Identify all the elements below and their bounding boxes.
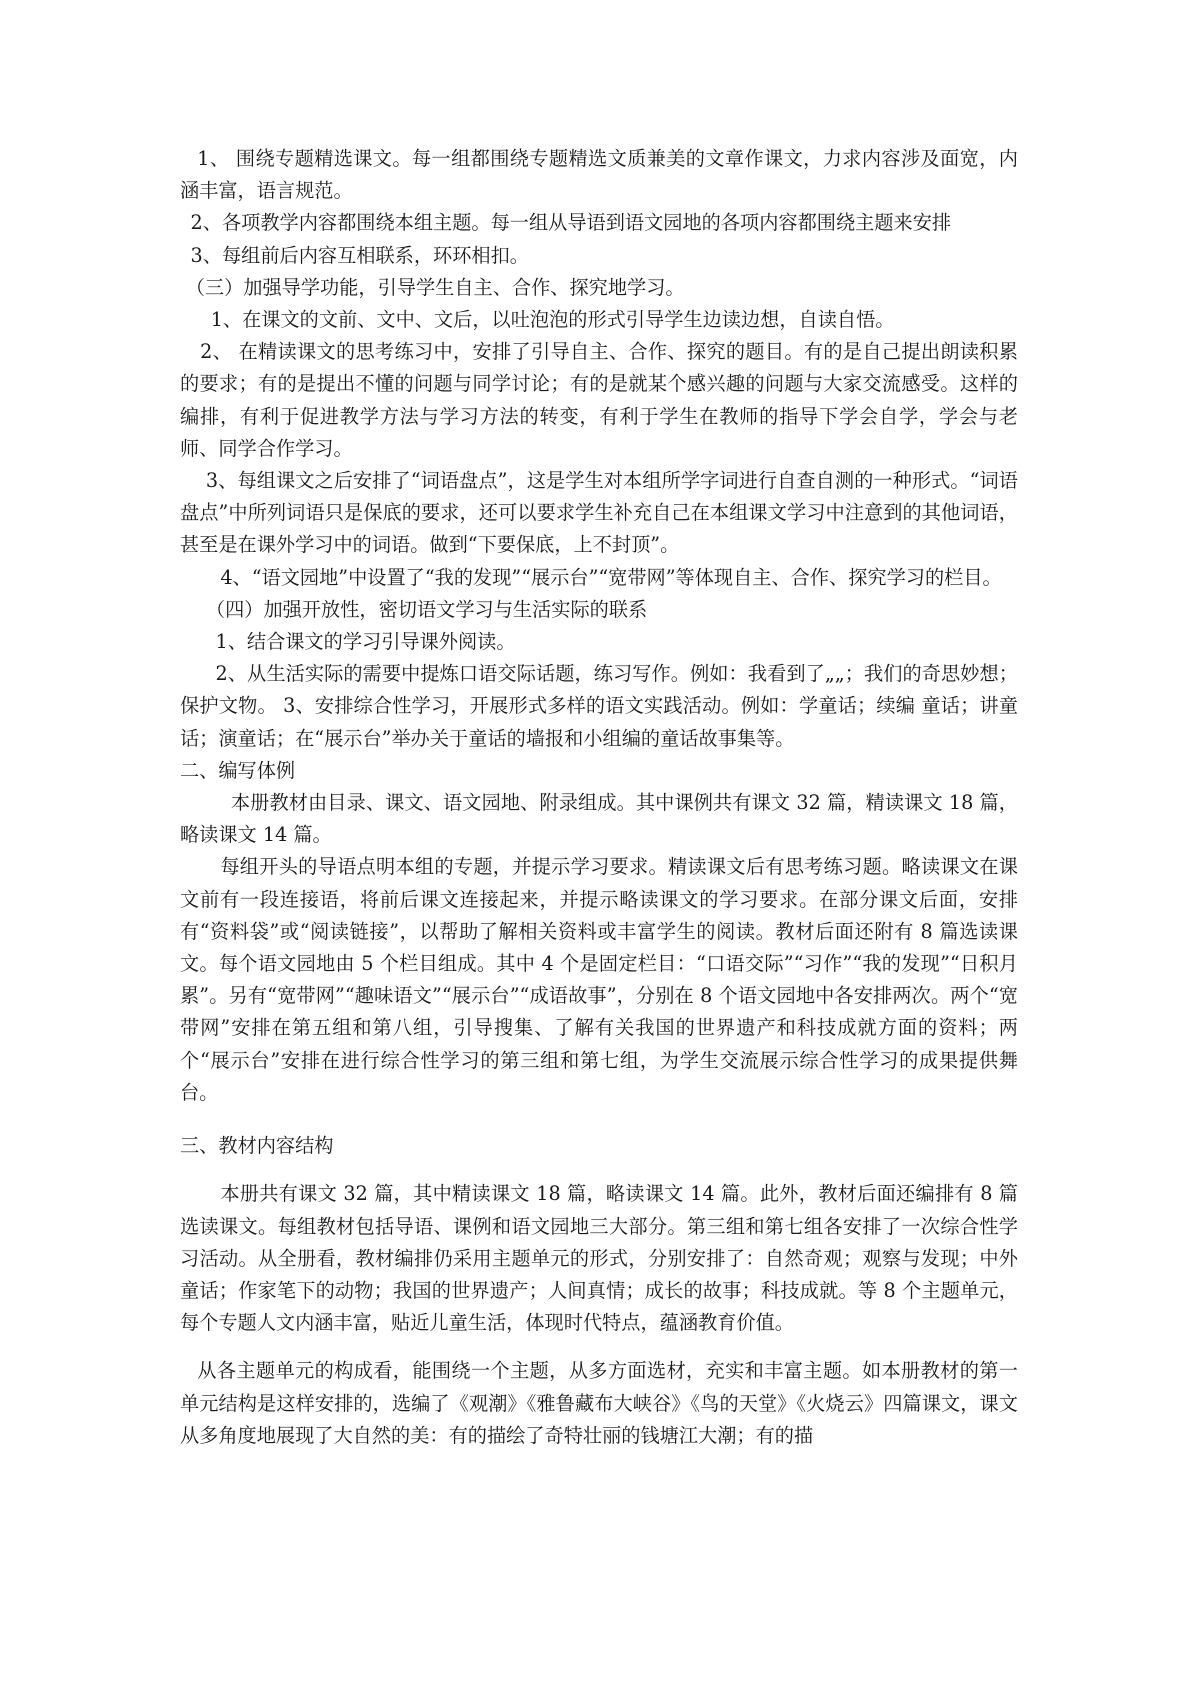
paragraph-compile-1: 本册教材由目录、课文、语文园地、附录组成。其中课例共有课文 32 篇，精读课文 18 篇，略读课文 14 篇。 bbox=[180, 791, 1018, 847]
section-heading-compile-format: 二、编写体例 bbox=[180, 758, 296, 782]
section-heading-3: （三）加强导学功能，引导学生自主、合作、探究地学习。 bbox=[185, 275, 685, 299]
paragraph-item-4-2: 2、从生活实际的需要中提炼口语交际话题，练习写作。例如：我看到了„„；我们的奇思妙想；保护文物。 3、安排综合性学习，开展形式多样的语文实践活动。例如：学童话；续编 童话；讲童话；演童话；在“展示台”举办关于童话的墙报和小组编的童话故事集等。 bbox=[180, 662, 1018, 750]
document-body bbox=[180, 143, 1018, 1452]
paragraph-item-3-2: 2、 在精读课文的思考练习中，安排了引导自主、合作、探究的题目。有的是自己提出朗读积累的要求；有的是提出不懂的问题与同学讨论；有的是就某个感兴趣的问题与大家交流感受。这样的编排，有利于促进教学方法与学习方法的转变，有利于学生在教师的指导下学会自学，学会与老师、同学合作学习。 bbox=[180, 340, 1018, 460]
section-heading-4: （四）加强开放性，密切语文学习与生活实际的联系 bbox=[205, 597, 648, 621]
paragraph-item-3-4: 4、“语文园地”中设置了“我的发现”“展示台”“宽带网”等体现自主、合作、探究学习的栏目。 bbox=[220, 565, 1002, 589]
paragraph-item-3: 3、每组前后内容互相联系，环环相扣。 bbox=[190, 243, 529, 267]
paragraph-compile-2: 每组开头的导语点明本组的专题，并提示学习要求。精读课文后有思考练习题。略读课文在课文前有一段连接语，将前后课文连接起来，并提示略读课文的学习要求。在部分课文后面，安排有“资料袋”或“阅读链接”，以帮助了解相关资料或丰富学生的阅读。教材后面还附有 8 篇选读课文。每个语文园地由 5 个栏目组成。其中 4 个是固定栏目：“口语交际”“习作”“我的发现”“日积月累”。另有“宽带网”“趣味语文”“展示台”“成语故事”，分别在 8 个语文园地中各安排两次。两个“宽带网”安排在第五组和第八组，引导搜集、了解有关我国的世界遗产和科技成就方面的资料；两个“展示台”安排在进行综合性学习的第三组和第七组，为学生交流展示综合性学习的成果提供舞台。 bbox=[180, 855, 1018, 1104]
paragraph-item-3-3: 3、每组课文之后安排了“词语盘点”，这是学生对本组所学字词进行自查自测的一种形式。“词语盘点”中所列词语只是保底的要求，还可以要求学生补充自己在本组课文学习中注意到的其他词语，甚至是在课外学习中的词语。做到“下要保底，上不封顶”。 bbox=[180, 469, 1018, 557]
paragraph-structure-2: 从各主题单元的构成看，能围绕一个主题，从多方面选材，充实和丰富主题。如本册教材的第一单元结构是这样安排的，选编了《观潮》《雅鲁藏布大峡谷》《鸟的天堂》《火烧云》四篇课文，课文从多角度地展现了大自然的美：有的描绘了奇特壮丽的钱塘江大潮；有的描 bbox=[180, 1359, 1018, 1447]
paragraph-item-1: 1、 围绕专题精选课文。每一组都围绕专题精选文质兼美的文章作课文，力求内容涉及面宽，内涵丰富，语言规范。 bbox=[180, 147, 1018, 203]
paragraph-structure-1: 本册共有课文 32 篇，其中精读课文 18 篇，略读课文 14 篇。此外，教材后面还编排有 8 篇选读课文。每组教材包括导语、课例和语文园地三大部分。第三组和第七组各安排了一次综合性学习活动。从全册看，教材编排仍采用主题单元的形式，分别安排了：自然奇观；观察与发现；中外童话；作家笔下的动物；我国的世界遗产；人间真情；成长的故事；科技成就。等 8 个主题单元，每个专题人文内涵丰富，贴近儿童生活，体现时代特点，蕴涵教育价值。 bbox=[180, 1182, 1018, 1335]
section-heading-content-structure: 三、教材内容结构 bbox=[180, 1134, 334, 1158]
paragraph-item-2: 2、各项教学内容都围绕本组主题。每一组从导语到语文园地的各项内容都围绕主题来安排 bbox=[190, 211, 952, 235]
paragraph-item-3-1: 1、在课文的文前、文中、文后，以吐泡泡的形式引导学生边读边想，自读自悟。 bbox=[210, 308, 895, 332]
paragraph-item-4-1: 1、结合课文的学习引导课外阅读。 bbox=[215, 630, 516, 654]
